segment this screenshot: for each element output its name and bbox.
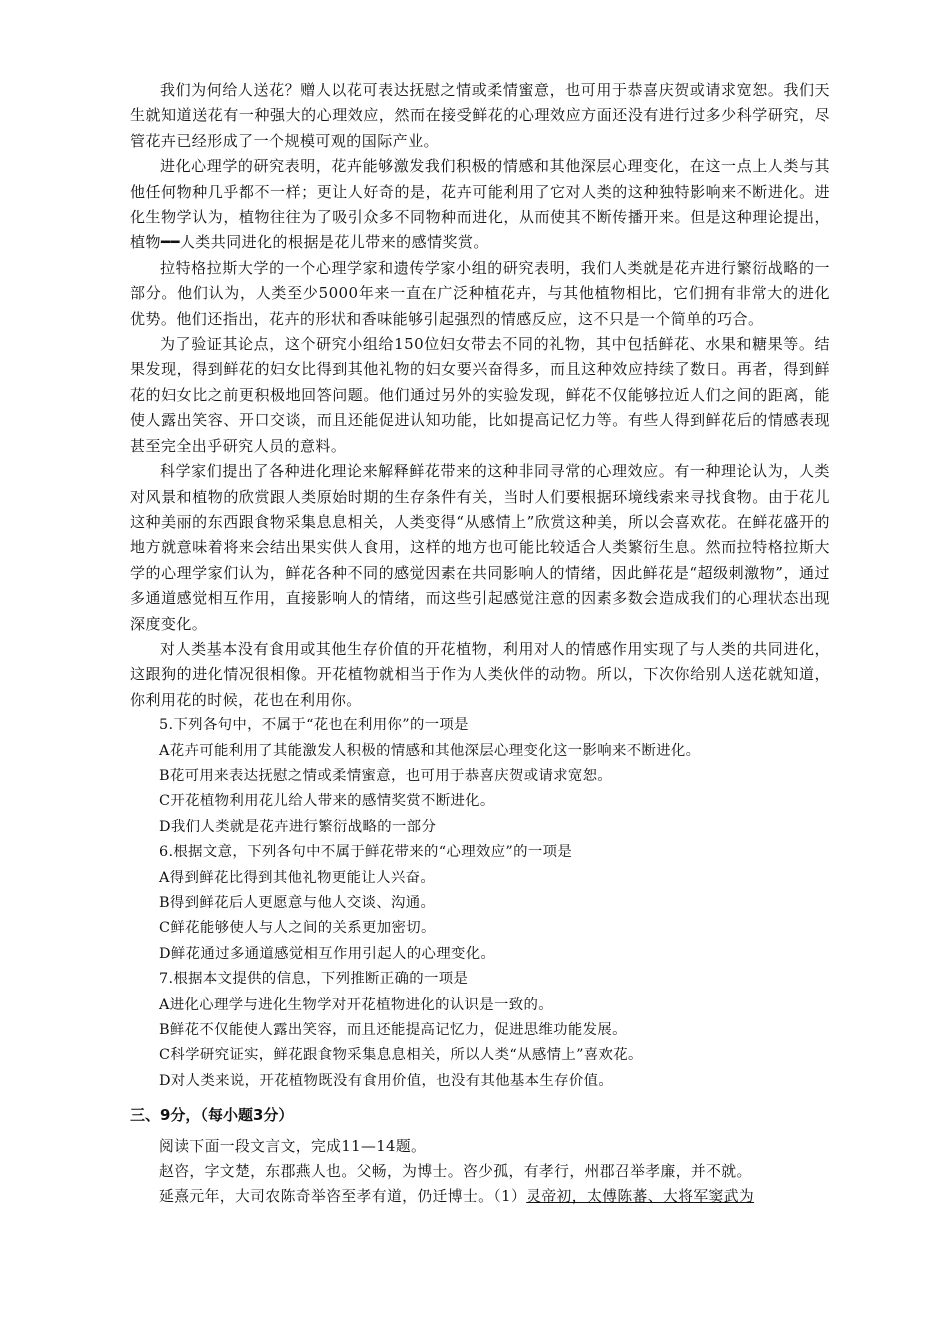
option-a: A进化心理学与进化生物学对开花植物进化的认识是一致的。: [159, 996, 554, 1013]
question-stem: 5.下列各句中，不属于“花也在利用你”的一项是: [159, 717, 469, 734]
classical-text-line-2: [130, 1184, 830, 1209]
option-d: D鲜花通过多通道感觉相互作用引起人的心理变化。: [159, 945, 496, 962]
classical-text-underlined: 灵帝初，太傅陈蕃、大将军窦武为: [526, 1188, 755, 1206]
option-b: B花可用来表达抚慰之情或柔情蜜意，也可用于恭喜庆贺或请求宽恕。: [159, 767, 613, 784]
option-a: A得到鲜花比得到其他礼物更能让人兴奋。: [159, 869, 436, 886]
document-page: [130, 78, 830, 1209]
option-b: B鲜花不仅能使人露出笑容，而且还能提高记忆力，促进思维功能发展。: [159, 1022, 627, 1039]
option-d: D对人类来说，开花植物既没有食用价值，也没有其他基本生存价值。: [159, 1072, 614, 1089]
passage-paragraph-5: 科学家们提出了各种进化理论来解释鲜花带来的这种非同寻常的心理效应。有一种理论认为，人类对风景和植物的欣赏跟人类原始时期的生存条件有关，当时人们要根据环境线索来寻找食物。由于花儿这种美丽的东西跟食物采集息息相关，人类变得“从感情上”欣赏这种美，所以会喜欢花。在鲜花盛开的地方就意味着将来会结出果实供人食用，这样的地方也可能比较适合人类繁衍生息。然而拉特格拉斯大学的心理学家们认为，鲜花各种不同的感觉因素在共同影响人的情绪，因此鲜花是“超级刺激物”，通过多通道感觉相互作用，直接影响人的情绪，而这些引起感觉注意的因素多数会造成我们的心理状态出现深度变化。: [130, 462, 830, 633]
option-c: C开花植物利用花儿给人带来的感情奖赏不断进化。: [159, 793, 495, 810]
passage-paragraph-1: 我们为何给人送花？赠人以花可表达抚慰之情或柔情蜜意，也可用于恭喜庆贺或请求宽恕。我们天生就知道送花有一种强大的心理效应，然而在接受鲜花的心理效应方面还没有进行过多少科学研究，尽管花卉已经形成了一个规模可观的国际产业。: [130, 81, 830, 150]
option-d: D我们人类就是花卉进行繁衍战略的一部分: [159, 818, 437, 835]
classical-instruction: 阅读下面一段文言文，完成11—14题。: [159, 1138, 427, 1156]
option-a: A花卉可能利用了其能激发人积极的情感和其他深层心理变化这一影响来不断进化。: [159, 742, 701, 759]
classical-text-plain: 延熹元年，大司农陈奇举咨至孝有道，仍迁博士。（1）: [159, 1188, 527, 1206]
passage-paragraph-4: 为了验证其论点，这个研究小组给150位妇女带去不同的礼物，其中包括鲜花、水果和糖果等。结果发现，得到鲜花的妇女比得到其他礼物的妇女要兴奋得多，而且这种效应持续了数日。再者，得到鲜花的妇女比之前更积极地回答问题。他们通过另外的实验发现，鲜花不仅能够拉近人们之间的距离，能使人露出笑容、开口交谈，而且还能促进认知功能，比如提高记忆力等。有些人得到鲜花后的情感表现甚至完全出乎研究人员的意料。: [130, 335, 830, 455]
passage-paragraph-3: 拉特格拉斯大学的一个心理学家和遗传学家小组的研究表明，我们人类就是花卉进行繁衍战略的一部分。他们认为，人类至少5000年来一直在广泛种植花卉，与其他植物相比，它们拥有非常大的进化优势。他们还指出，花卉的形状和香味能够引起强烈的情感反应，这不只是一个简单的巧合。: [130, 258, 830, 328]
question-stem: 7.根据本文提供的信息，下列推断正确的一项是: [159, 971, 469, 988]
option-c: C科学研究证实，鲜花跟食物采集息息相关，所以人类“从感情上”喜欢花。: [159, 1047, 643, 1064]
passage-paragraph-2: 进化心理学的研究表明，花卉能够激发我们积极的情感和其他深层心理变化，在这一点上人类与其他任何物种几乎都不一样；更让人好奇的是，花卉可能利用了它对人类的这种独特影响来不断进化。进化生物学认为，植物往往为了吸引众多不同物种而进化，从而使其不断传播开来。但是这种理论提出，植物━━人类共同进化的根据是花儿带来的感情奖赏。: [130, 157, 830, 252]
option-c: C鲜花能够使人与人之间的关系更加密切。: [159, 920, 436, 937]
question-6: [130, 840, 830, 967]
option-b: B得到鲜花后人更愿意与他人交谈、沟通。: [159, 895, 436, 911]
question-7: [130, 967, 830, 1094]
classical-text-line-1: 赵咨，字文楚，东郡燕人也。父畅，为博士。咨少孤，有孝行，州郡召举孝廉，并不就。: [159, 1163, 752, 1181]
passage-paragraph-6: 对人类基本没有食用或其他生存价值的开花植物，利用对人的情感作用实现了与人类的共同进化，这跟狗的进化情况很相像。开花植物就相当于作为人类伙伴的动物。所以，下次你给别人送花就知道，你利用花的时候，花也在利用你。: [130, 639, 830, 709]
section-heading: 三、9分，（每小题3分）: [130, 1106, 294, 1125]
question-stem: 6.根据文意，下列各句中不属于鲜花带来的“心理效应”的一项是: [159, 844, 573, 861]
question-5: [130, 713, 830, 840]
